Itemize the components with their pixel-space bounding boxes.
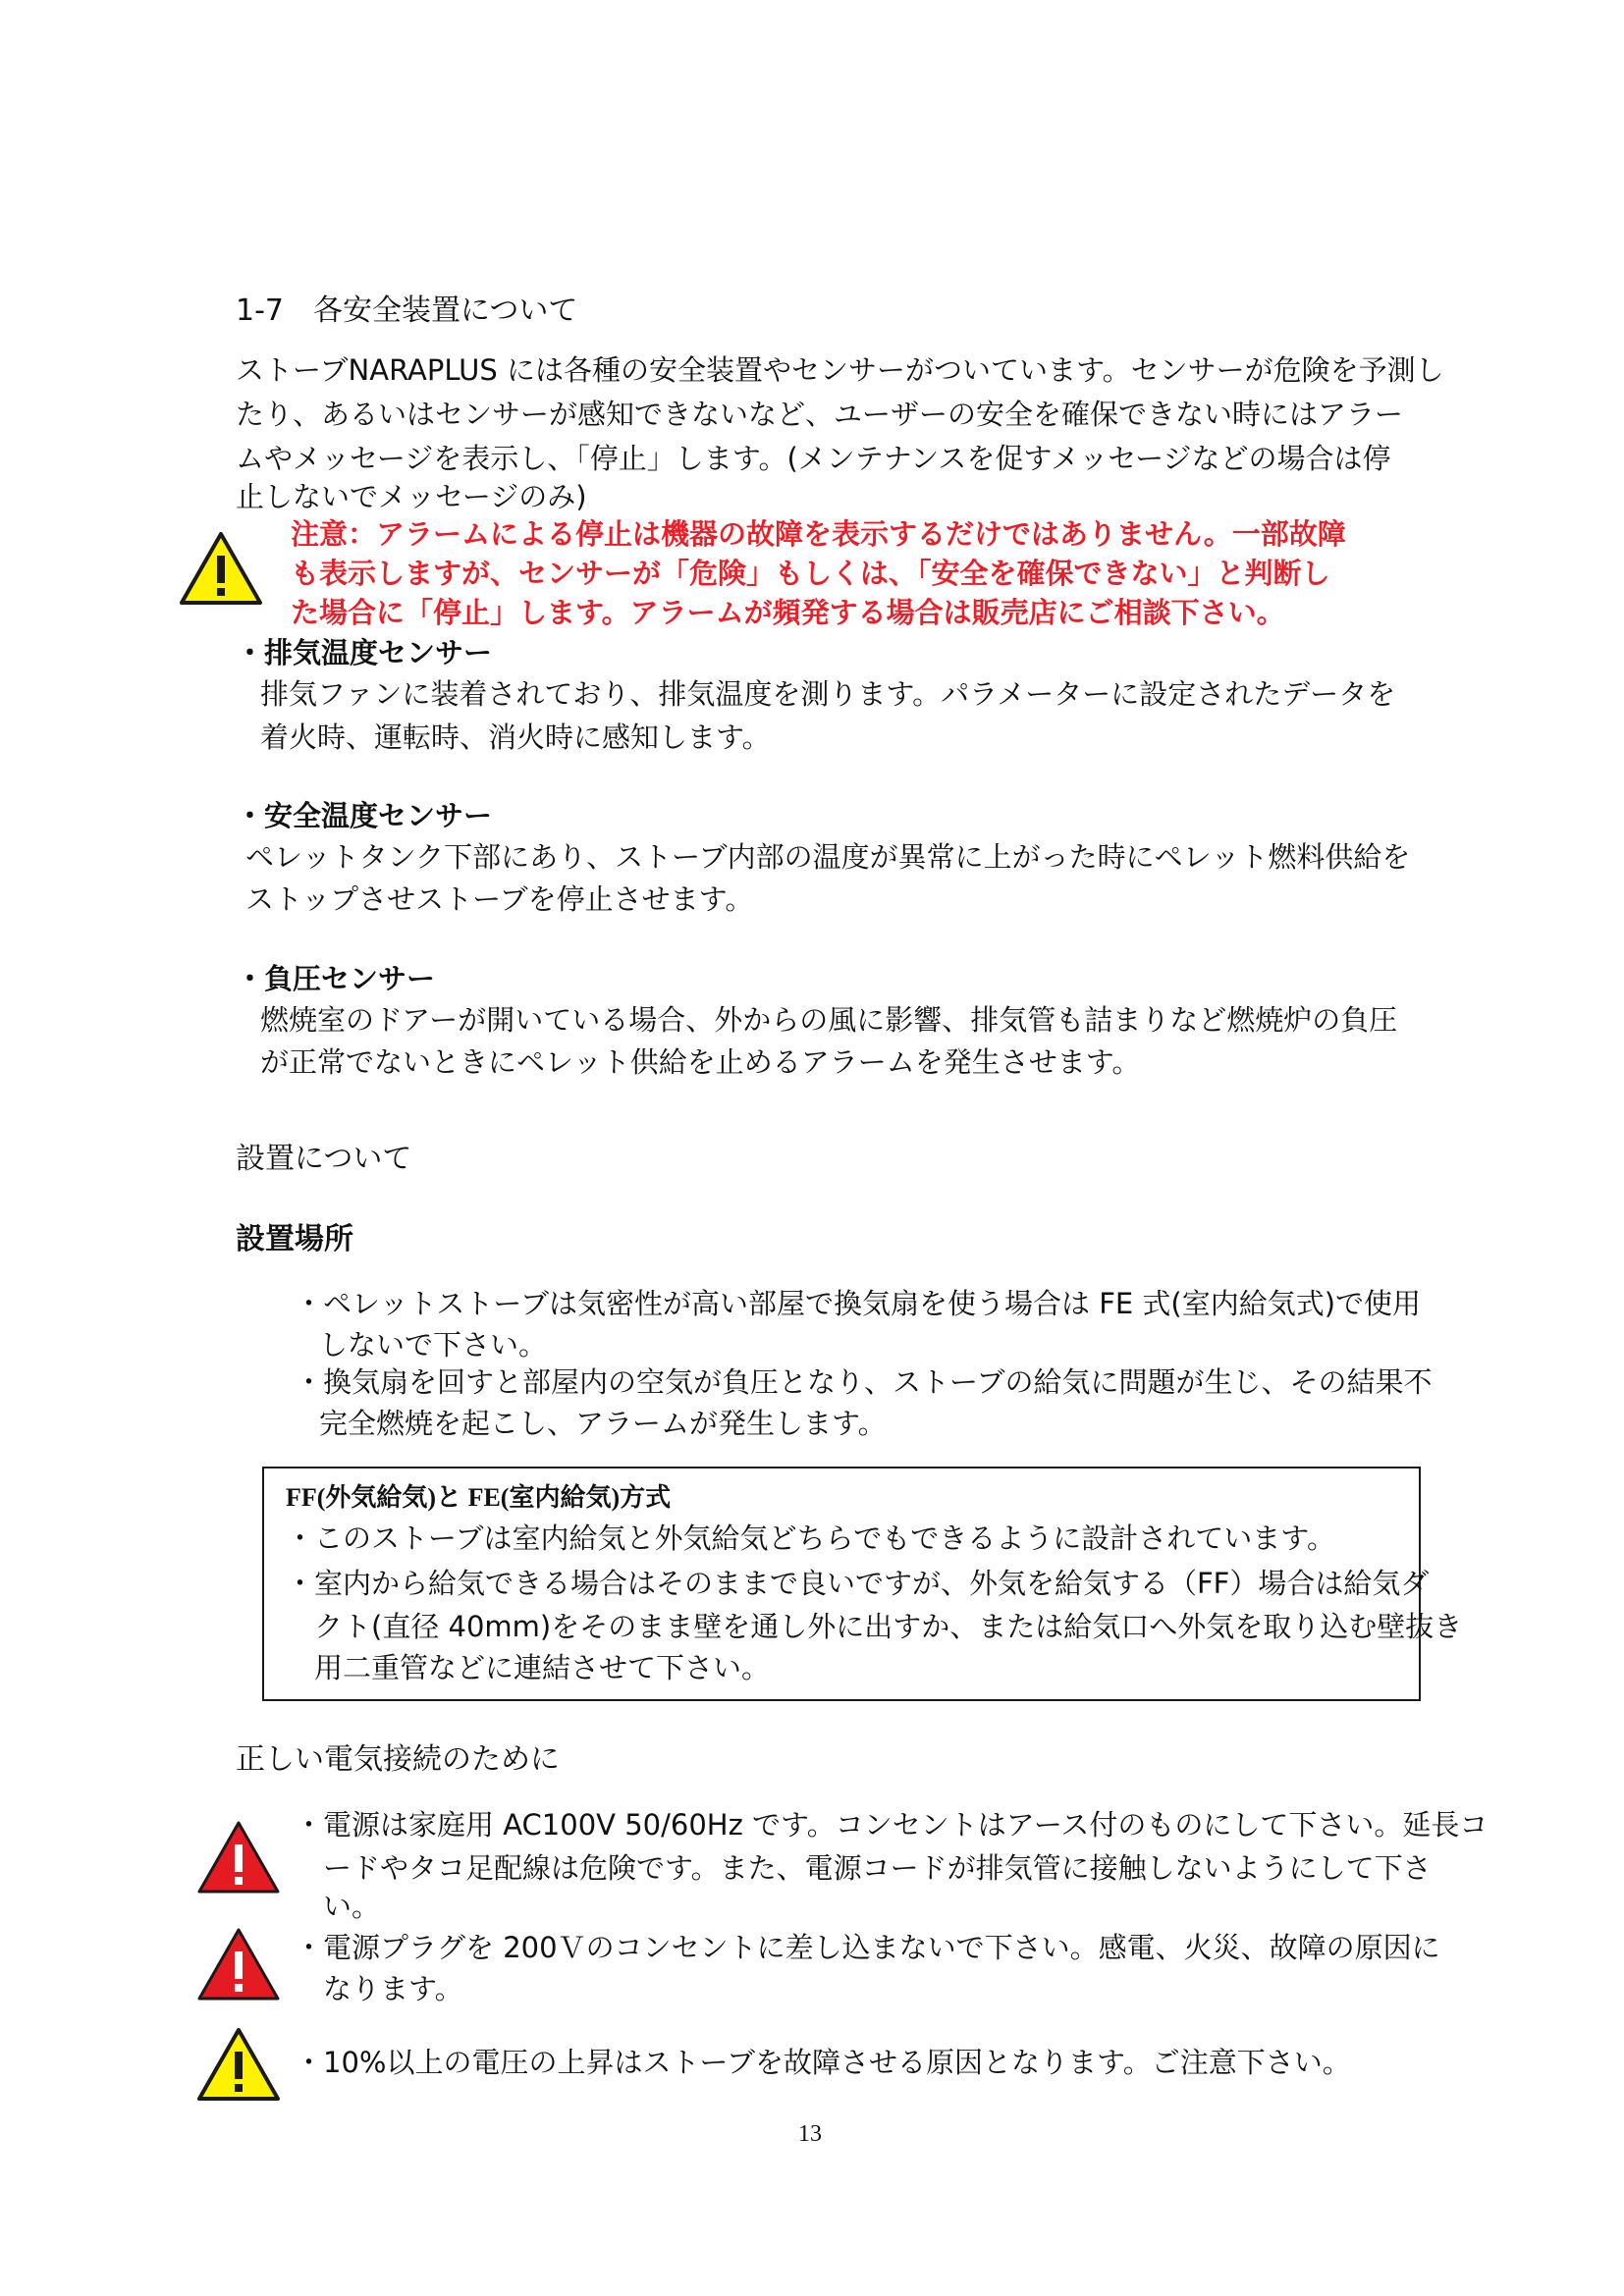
electric-title: 正しい電気接続のために — [236, 1742, 560, 1777]
red-warning-icon — [196, 1926, 281, 2002]
sensor-description: ペレットタンク下部にあり、ストーブ内部の温度が異常に上がった時にペレット燃料供給を — [245, 840, 1411, 874]
electric-item-line: ・10%以上の電圧の上昇はストーブを故障させる原因となります。ご注意下さい。 — [295, 2046, 1351, 2079]
caution-line: も表示しますが、センサーが「危険」もしくは、「安全を確保できない」と判断し — [291, 557, 1330, 590]
intro-line: ムやメッセージを表示し、「停止」します。(メンテナンスを促すメッセージなどの場合は停 — [236, 442, 1391, 475]
section-title: 1-7 各安全装置について — [236, 294, 578, 328]
location-title: 設置場所 — [236, 1222, 353, 1256]
sensor-description: が正常でないときにペレット供給を止めるアラームを発生させます。 — [260, 1045, 1141, 1079]
electric-item-line: なります。 — [295, 1972, 463, 2005]
installation-bullet: ・換気扇を回すと部屋内の空気が負圧となり、ストーブの給気に問題が生じ、その結果不 — [295, 1365, 1433, 1399]
box-line: ・室内から給気できる場合はそのままで良いですが、外気を給気する（FF）場合は給気ダ — [286, 1567, 1430, 1600]
installation-bullet-cont: 完全燃焼を起こし、アラームが発生します。 — [319, 1407, 887, 1440]
intro-line: 止しないでメッセージのみ) — [236, 480, 587, 513]
page-number: 13 — [798, 2121, 822, 2147]
installation-bullet-cont: しないで下さい。 — [319, 1328, 548, 1362]
ff-fe-info-box — [262, 1467, 1463, 1701]
box-line: 用二重管などに連結させて下さい。 — [286, 1651, 771, 1684]
caution-line: た場合に「停止」します。アラームが頻発する場合は販売店にご相談下さい。 — [291, 596, 1285, 629]
sensor-heading: ・安全温度センサー — [236, 799, 493, 832]
sensor-description: 排気ファンに装着されており、排気温度を測ります。パラメーターに設定されたデータを — [260, 677, 1396, 711]
intro-line: たり、あるいはセンサーが感知できないなど、ユーザーの安全を確保できない時にはアラー — [236, 398, 1404, 431]
sensor-heading: ・排気温度センサー — [236, 636, 493, 669]
sensor-description: 燃焼室のドアーが開いている場合、外からの風に影響、排気管も詰まりなど燃焼炉の負圧 — [260, 1003, 1398, 1037]
electric-item-line: ・電源プラグを 200Ｖのコンセントに差し込まないで下さい。感電、火災、故障の原因に — [295, 1931, 1440, 1964]
electric-item-line: ードやタコ足配線は危険です。また、電源コードが排気管に接触しないようにして下さ — [295, 1851, 1432, 1885]
box-line: ・このストーブは室内給気と外気給気どちらでもできるように設計されています。 — [286, 1522, 1335, 1555]
yellow-warning-icon — [196, 2026, 281, 2103]
installation-bullet: ・ペレットストーブは気密性が高い部屋で換気扇を使う場合は FE 式(室内給気式)で使用 — [295, 1287, 1422, 1320]
intro-line: ストーブNARAPLUS には各種の安全装置やセンサーがついています。センサーが危険を予測し — [236, 353, 1444, 387]
yellow-warning-icon — [179, 530, 263, 607]
electric-item-line: い。 — [295, 1890, 381, 1923]
box-line: クト(直径 40mm)をそのまま壁を通し外に出すか、または給気口へ外気を取り込む壁抜き — [286, 1610, 1463, 1643]
sensor-description: ストップさせストーブを停止させます。 — [245, 882, 754, 916]
installation-title: 設置について — [236, 1142, 412, 1176]
electric-item-line: ・電源は家庭用 AC100V 50/60Hz です。コンセントはアース付のものにして下さい。延長コ — [295, 1808, 1489, 1842]
caution-line: 注意：アラームによる停止は機器の故障を表示するだけではありません。一部故障 — [291, 517, 1346, 551]
box-title: FF(外気給気)と FE(室内給気)方式 — [286, 1483, 672, 1512]
red-warning-icon — [196, 1819, 281, 1896]
sensor-description: 着火時、運転時、消火時に感知します。 — [260, 721, 771, 754]
sensor-heading: ・負圧センサー — [236, 962, 436, 995]
